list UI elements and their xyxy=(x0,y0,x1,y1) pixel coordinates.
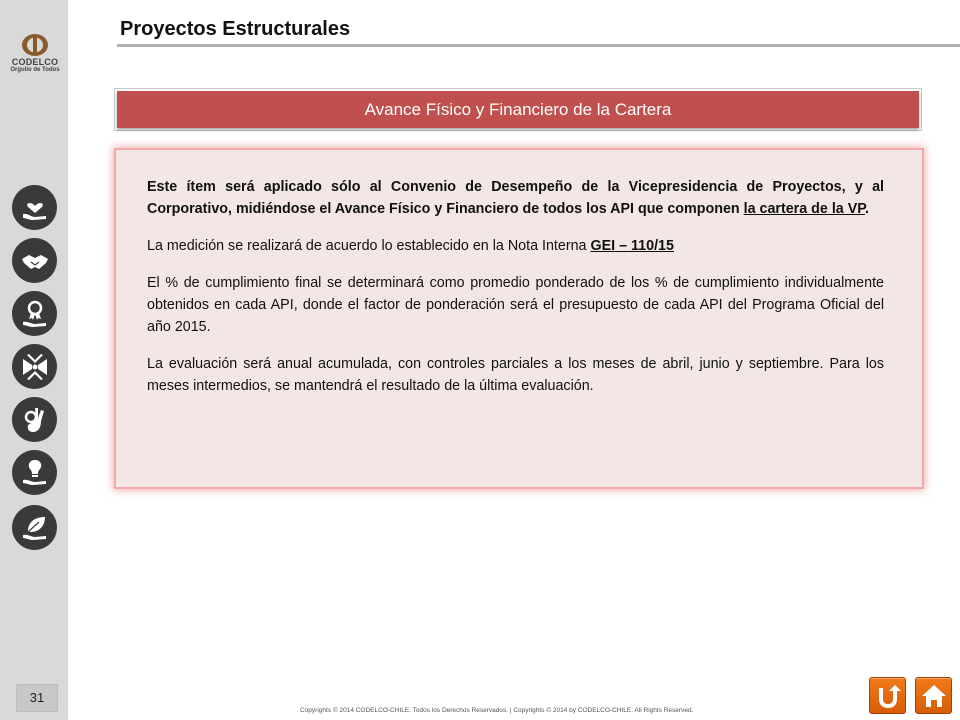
content-box xyxy=(116,150,922,487)
leaf-hand-icon[interactable] xyxy=(12,505,57,550)
logo-tagline: Orgullo de Todos xyxy=(10,67,60,73)
paragraph-scope-end: . xyxy=(864,201,869,217)
page-title: Proyectos Estructurales xyxy=(120,18,351,40)
paragraph-compliance: El % de cumplimiento final se determinará como promedio ponderado de los % de cumplimiento individualmente obtenidos en cada API, donde el factor de ponderación será el presupuesto de cada API del Programa Oficial del año 2015. xyxy=(147,275,884,335)
hands-together-icon[interactable] xyxy=(12,344,57,389)
paragraph-measurement-text: La medición se realizará de acuerdo lo establecido en la Nota Interna xyxy=(147,238,591,254)
heart-hand-icon[interactable] xyxy=(12,185,57,230)
u-turn-icon xyxy=(874,682,902,710)
home-icon xyxy=(920,682,948,710)
home-button[interactable] xyxy=(915,677,952,714)
sidebar xyxy=(0,0,68,720)
nota-interna-link[interactable]: GEI – 110/15 xyxy=(590,238,674,254)
page-number: 31 xyxy=(16,684,58,712)
title-divider xyxy=(117,44,960,47)
logo-name: CODELCO xyxy=(11,57,59,67)
paragraph-measurement xyxy=(147,235,884,257)
ok-hand-icon[interactable] xyxy=(12,397,57,442)
back-button[interactable] xyxy=(869,677,906,714)
copyright-footer: Copyrights © 2014 CODELCO-CHILE. Todos los Derechos Reservados. | Copyrights © 2014 by CODELCO-CHILE. All Rights Reserved. xyxy=(300,707,694,714)
lightbulb-hand-icon[interactable] xyxy=(12,450,57,495)
codelco-logo xyxy=(4,33,66,83)
paragraph-evaluation: La evaluación será anual acumulada, con controles parciales a los meses de abril, junio y septiembre. Para los meses intermedios, se mantendrá el resultado de la última evaluación. xyxy=(147,356,884,394)
handshake-icon[interactable] xyxy=(12,238,57,283)
award-hand-icon[interactable] xyxy=(12,291,57,336)
cartera-vp-link[interactable]: la cartera de la VP xyxy=(743,201,865,217)
section-banner xyxy=(117,91,919,128)
paragraph-scope-text: Este ítem será aplicado sólo al Convenio de Desempeño de la Vicepresidencia de Proyectos, y al Corporativo, midiéndose el Avance Físico y Financiero de todos los API que componen xyxy=(147,179,884,217)
paragraph-scope xyxy=(147,176,884,220)
banner-text: Avance Físico y Financiero de la Cartera xyxy=(364,99,672,119)
codelco-emblem-icon xyxy=(21,33,49,57)
